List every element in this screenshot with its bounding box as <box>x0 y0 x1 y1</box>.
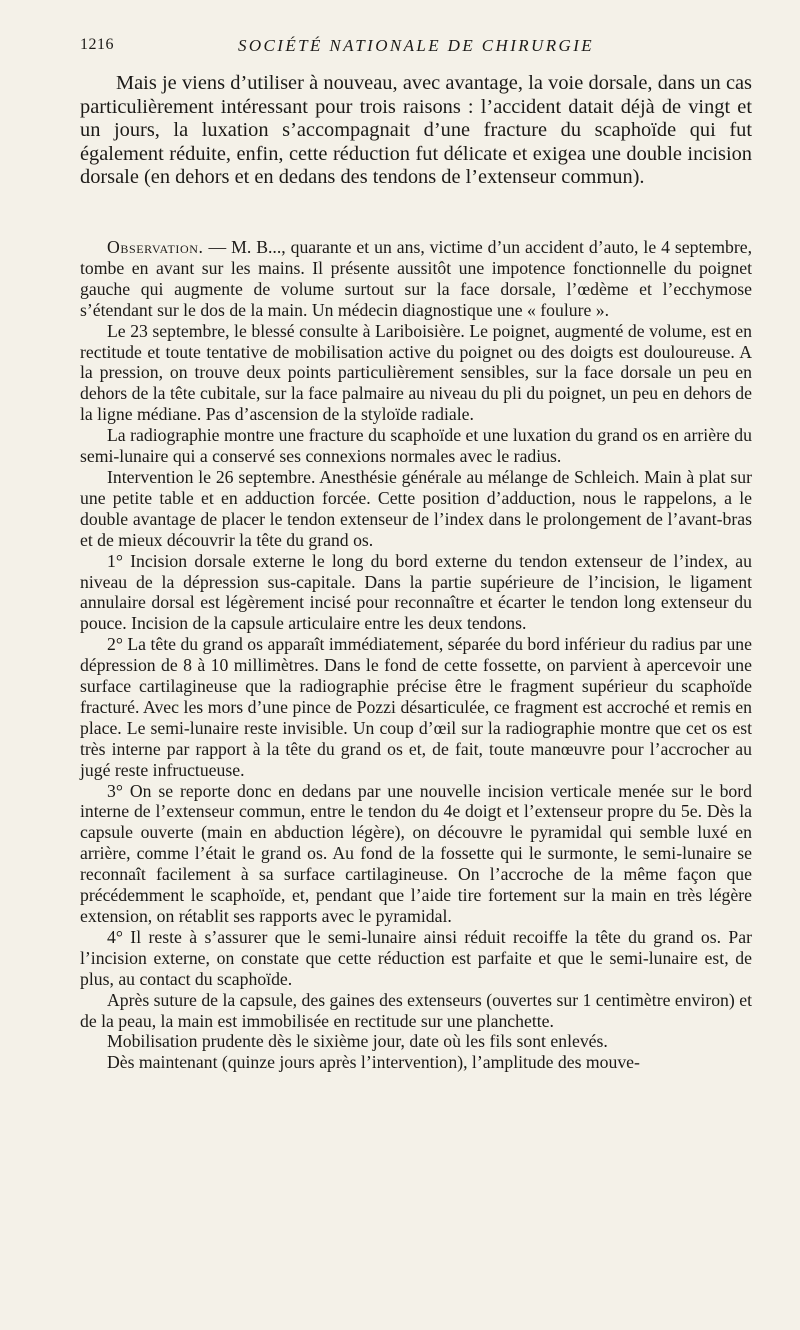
observation-paragraph-radiography: La radiographie montre une fracture du scaphoïde et une luxation du grand os en arrière du semi-lunaire qui a conservé ses connexions normales avec le radius. <box>80 425 752 467</box>
observation-paragraph-step-4: 4° Il reste à s’assurer que le semi-lunaire ainsi réduit recoiffe la tête du grand os. Par l’incision externe, on constate que cette réduction est parfaite et que le semi-lunaire est, de plus, au contact du scaphoïde. <box>80 926 752 989</box>
observation-first-text: — M. B..., quarante et un ans, victime d’un accident d’auto, le 4 septembre, tombe en avant sur les mains. Il présente aussitôt une impotence fonctionnelle du poignet gauche qui augmente de volume surtout sur la face dorsale, l’œdème et l’ecchymose s’étendant sur le dos de la main. Un médecin diagnostique une « foulure ». <box>80 237 752 320</box>
observation-paragraph-current: Dès maintenant (quinze jours après l’intervention), l’amplitude des mouve- <box>107 1052 640 1073</box>
running-title: SOCIÉTÉ NATIONALE DE CHIRURGIE <box>237 36 595 55</box>
observation-paragraph-mobilisation: Mobilisation prudente dès le sixième jour, date où les fils sont enlevés. <box>107 1031 608 1052</box>
observation-label: Observation. <box>107 237 204 257</box>
observation-section <box>80 237 752 1073</box>
intro-paragraph: Mais je viens d’utiliser à nouveau, avec avantage, la voie dorsale, dans un cas particulièrement intéressant pour trois raisons : l’accident datait déjà de vingt et un jours, la luxation s’accompagnait d’une fracture du scaphoïde qui fut également réduite, enfin, cette réduction fut délicate et exigea une double incision dorsale (en dehors et en dedans des tendons de l’extenseur commun). <box>80 72 752 189</box>
intro-section <box>80 72 752 190</box>
observation-paragraph-step-3: 3° On se reporte donc en dedans par une nouvelle incision verticale menée sur le bord interne de l’extenseur commun, entre le tendon du 4e doigt et l’extenseur propre du 5e. Dès la capsule ouverte (main en abduction légère), on découvre le pyramidal qui semble luxé en arrière, comme l’était le grand os. Au fond de la fossette qui le surmonte, le semi-lunaire se reconnaît facilement à sa surface cartilagineuse. On l’accroche de la même façon que précédemment le scaphoïde, et, pendant que l’aide tire fortement sur la main en très légère extension, on rétablit ses rapports avec le pyramidal. <box>80 780 752 926</box>
page-number: 1216 <box>80 36 114 53</box>
observation-paragraph-step-2: 2° La tête du grand os apparaît immédiatement, séparée du bord inférieur du radius par une dépression de 8 à 10 millimètres. Dans le fond de cette fossette, on parvient à apercevoir une surface cartilagineuse que la radiographie précise être le fragment supérieur du scaphoïde fracturé. Avec les mors d’une pince de Pozzi désarticulée, ce fragment est accroché et remis en place. Le semi-lunaire reste invisible. Un coup d’œil sur la radiographie montre que cet os est très interne par rapport à la tête du grand os et, de fait, toute manœuvre pour l’accrocher au jugé reste infructueuse. <box>80 634 752 780</box>
observation-paragraph-step-1: 1° Incision dorsale externe le long du bord externe du tendon extenseur de l’index, au niveau de la dépression sus-capitale. Dans la partie supérieure de l’incision, le ligament annulaire dorsal est légèrement incisé pour reconnaître et écarter le tendon long extenseur du pouce. Incision de la capsule articulaire entre les deux tendons. <box>80 550 752 634</box>
running-header <box>80 36 752 60</box>
observation-paragraph-intervention: Intervention le 26 septembre. Anesthésie générale au mélange de Schleich. Main à plat sur une petite table et en adduction forcée. Cette position d’adduction, nous le rappelons, a le double avantage de placer le tendon extenseur de l’index dans le prolongement de l’avant-bras et de mieux découvrir la tête du grand os. <box>80 466 752 550</box>
observation-paragraph-consultation: Le 23 septembre, le blessé consulte à Lariboisière. Le poignet, augmenté de volume, est en rectitude et toute tentative de mobilisation active du poignet ou des doigts est douloureuse. A la pression, on trouve deux points particulièrement sensibles, sur la face dorsale un peu en dehors de la tête cubitale, sur la face palmaire au niveau du pli du poignet, un peu en dehors de la ligne médiane. Pas d’ascension de la styloïde radiale. <box>80 320 752 425</box>
observation-paragraph-suture: Après suture de la capsule, des gaines des extenseurs (ouvertes sur 1 centimètre environ) et de la peau, la main est immobilisée en rectitude sur une planchette. <box>80 989 752 1031</box>
observation-first-paragraph <box>80 237 752 321</box>
